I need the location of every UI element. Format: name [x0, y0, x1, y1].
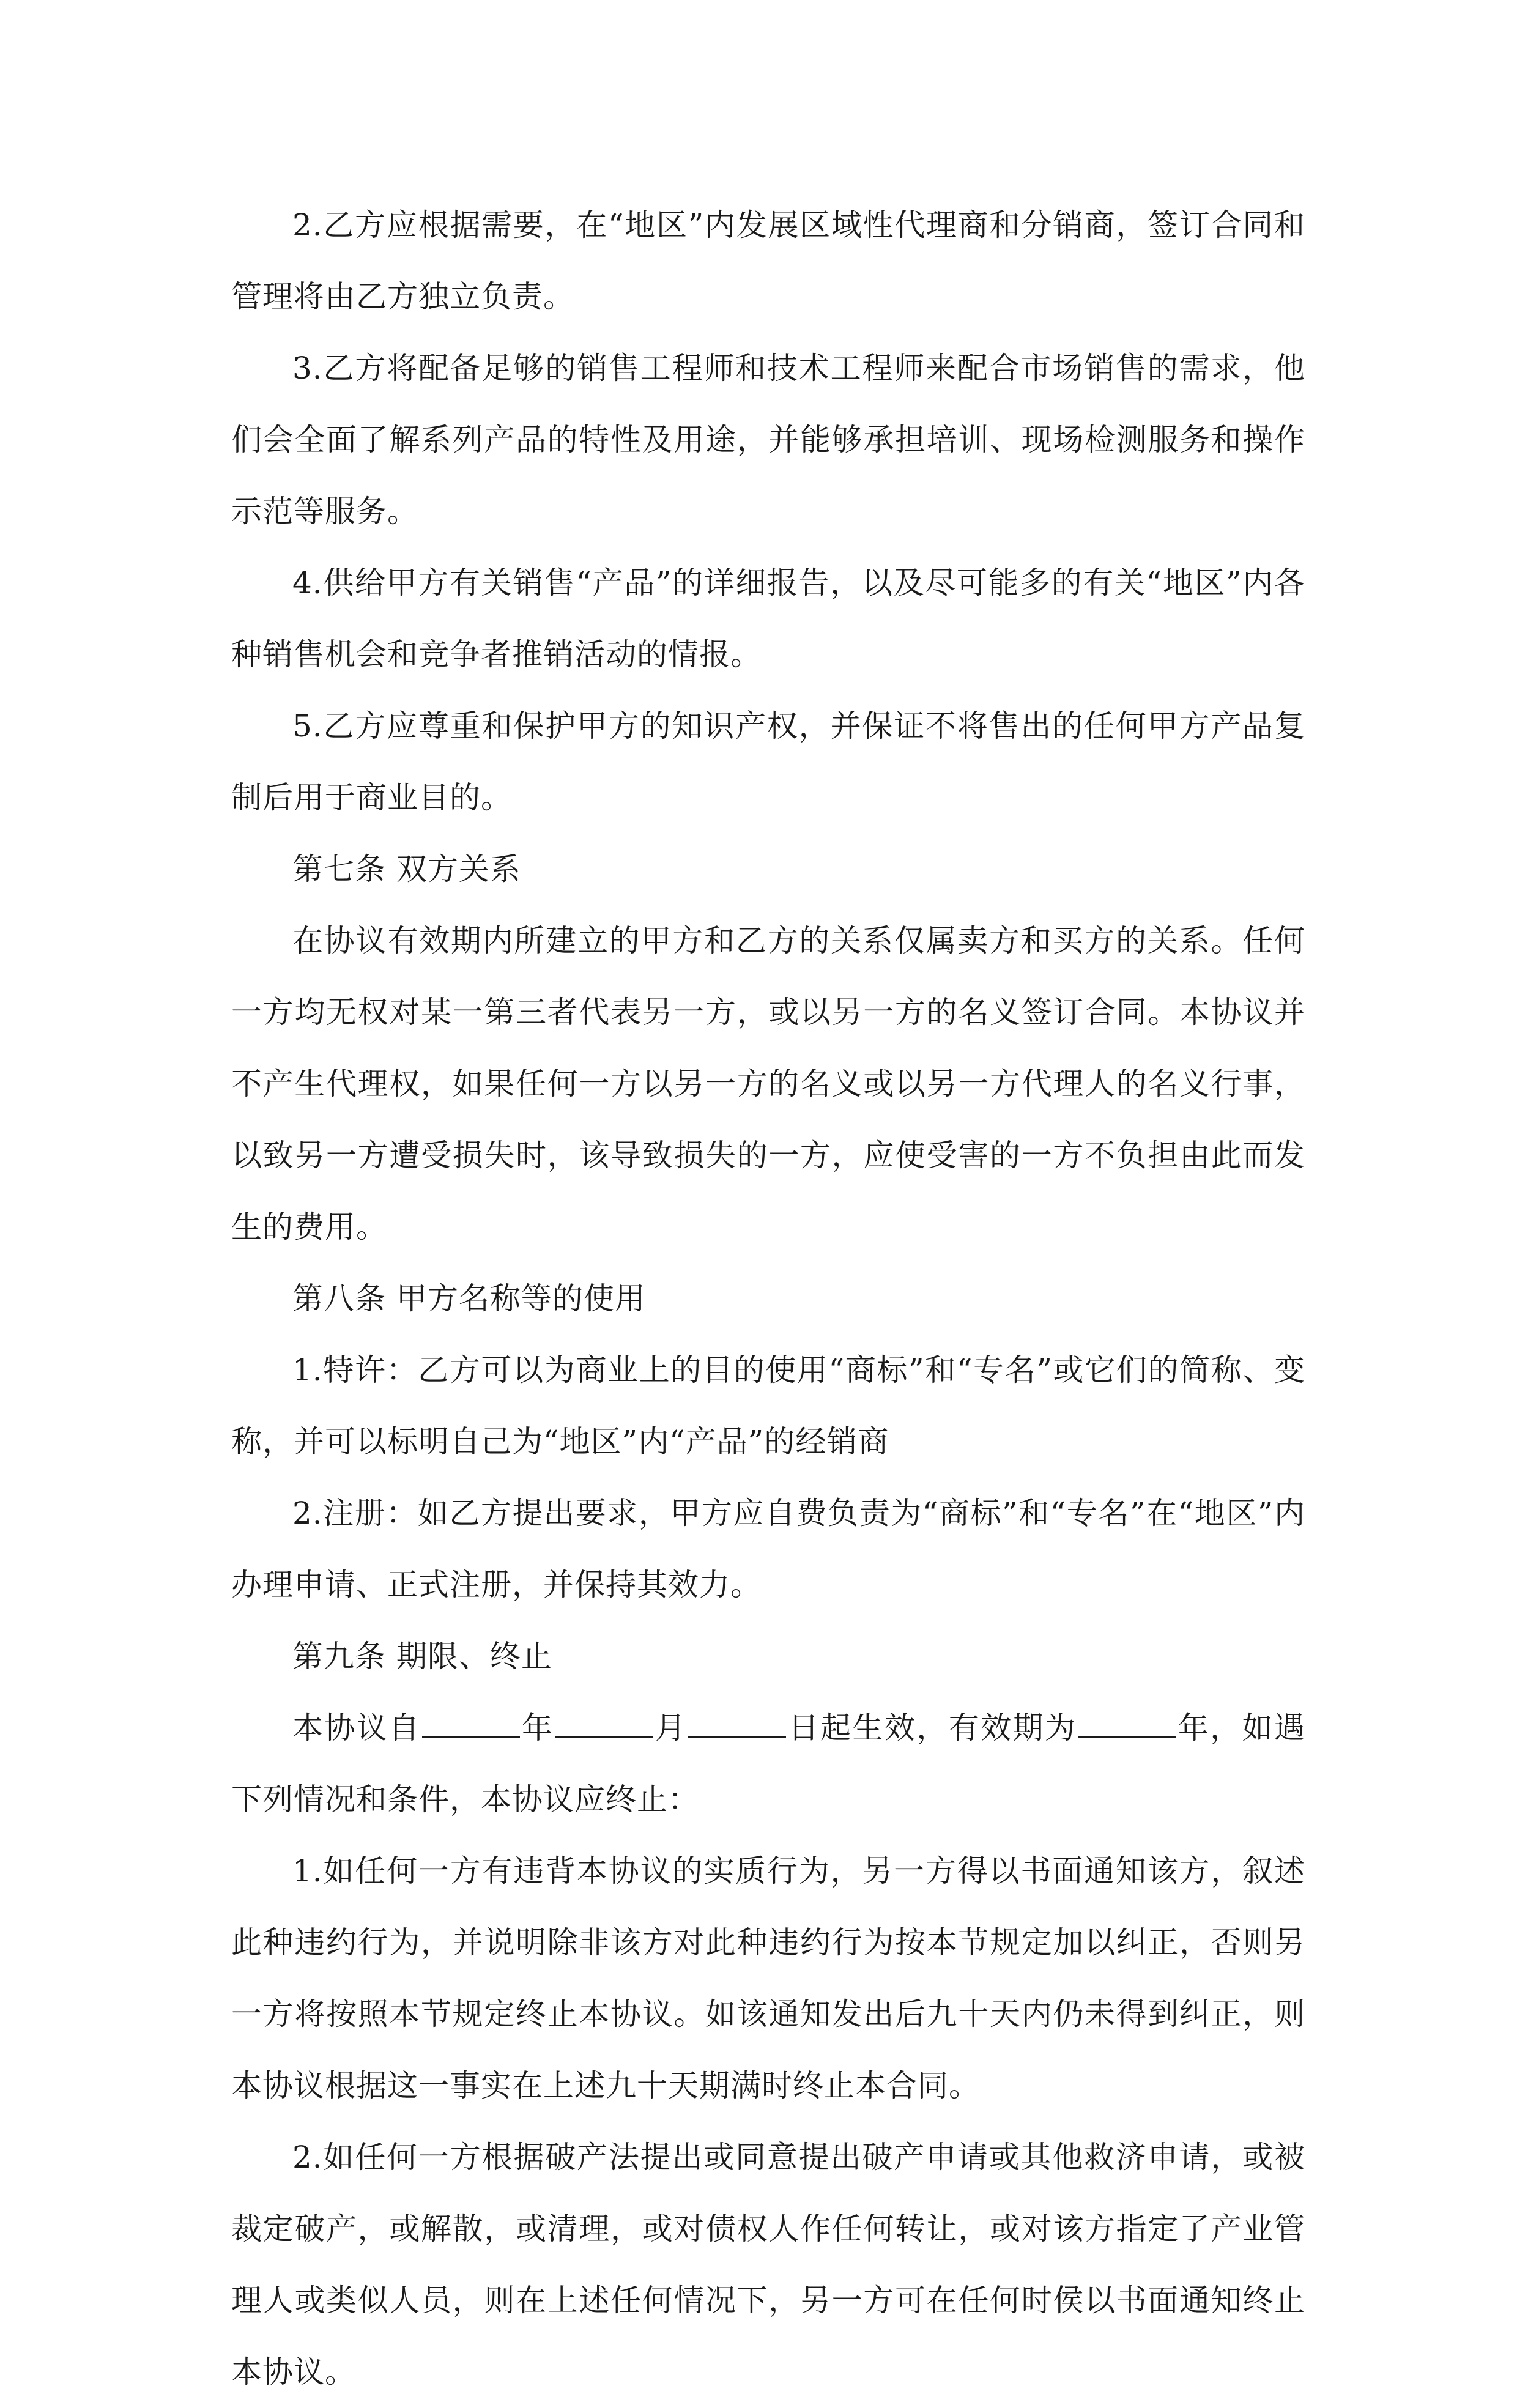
article8-heading: 第八条 甲方名称等的使用	[292, 1281, 646, 1316]
validity-years-blank	[1078, 1708, 1176, 1738]
section6-item-3: 3.乙方将配备足够的销售工程师和技术工程师来配合市场销售的需求，他们会全面了解系列产品的特性及用途，并能够承担培训、现场检测服务和操作示范等服务。	[231, 350, 1305, 529]
term-text-5: 年，如遇下列情况和条件，本协议应终止：	[231, 1710, 1306, 1817]
document-body	[231, 190, 1305, 2408]
article8-item-1: 1.特许：乙方可以为商业上的目的使用“商标”和“专名”或它们的简称、变称，并可以标明自己为“地区”内“产品”的经销商	[231, 1352, 1305, 1459]
term-text-2: 年	[521, 1710, 554, 1746]
article9-item-1: 1.如任何一方有违背本协议的实质行为，另一方得以书面通知该方，叙述此种违约行为，并说明除非该方对此种违约行为按本节规定加以纠正，否则另一方将按照本节规定终止本协议。如该通知发出后九十天内仍未得到纠正，则本协议根据这一事实在上述九十天期满时终止本合同。	[231, 1853, 1305, 2103]
section6-item-4: 4.供给甲方有关销售“产品”的详细报告，以及尽可能多的有关“地区”内各种销售机会和竞争者推销活动的情报。	[231, 565, 1305, 672]
article7-heading: 第七条 双方关系	[292, 851, 521, 887]
article9-term-clause	[231, 1692, 1305, 1836]
article9-heading: 第九条 期限、终止	[292, 1639, 552, 1674]
article9-item-2: 2.如任何一方根据破产法提出或同意提出破产申请或其他救济申请，或被裁定破产，或解散，或清理，或对债权人作任何转让，或对该方指定了产业管理人或类似人员，则在上述任何情况下，另一方可在任何时侯以书面通知终止本协议。	[231, 2139, 1305, 2390]
start-year-blank	[422, 1708, 520, 1738]
section6-item-2: 2.乙方应根据需要，在“地区”内发展区域性代理商和分销商，签订合同和管理将由乙方独立负责。	[231, 207, 1305, 314]
start-month-blank	[555, 1708, 653, 1738]
term-text-3: 月	[654, 1710, 688, 1746]
article7-body: 在协议有效期内所建立的甲方和乙方的关系仅属卖方和买方的关系。任何一方均无权对某一第三者代表另一方，或以另一方的名义签订合同。本协议并不产生代理权，如果任何一方以另一方的名义或以另一方代理人的名义行事，以致另一方遭受损失时，该导致损失的一方，应使受害的一方不负担由此而发生的费用。	[231, 923, 1305, 1245]
start-day-blank	[688, 1708, 786, 1738]
term-text-1: 本协议自	[292, 1710, 421, 1746]
section6-item-5: 5.乙方应尊重和保护甲方的知识产权，并保证不将售出的任何甲方产品复制后用于商业目的。	[231, 708, 1305, 815]
term-text-4: 日起生效，有效期为	[787, 1710, 1077, 1746]
article8-item-2: 2.注册：如乙方提出要求，甲方应自费负责为“商标”和“专名”在“地区”内办理申请、正式注册，并保持其效力。	[231, 1495, 1305, 1602]
